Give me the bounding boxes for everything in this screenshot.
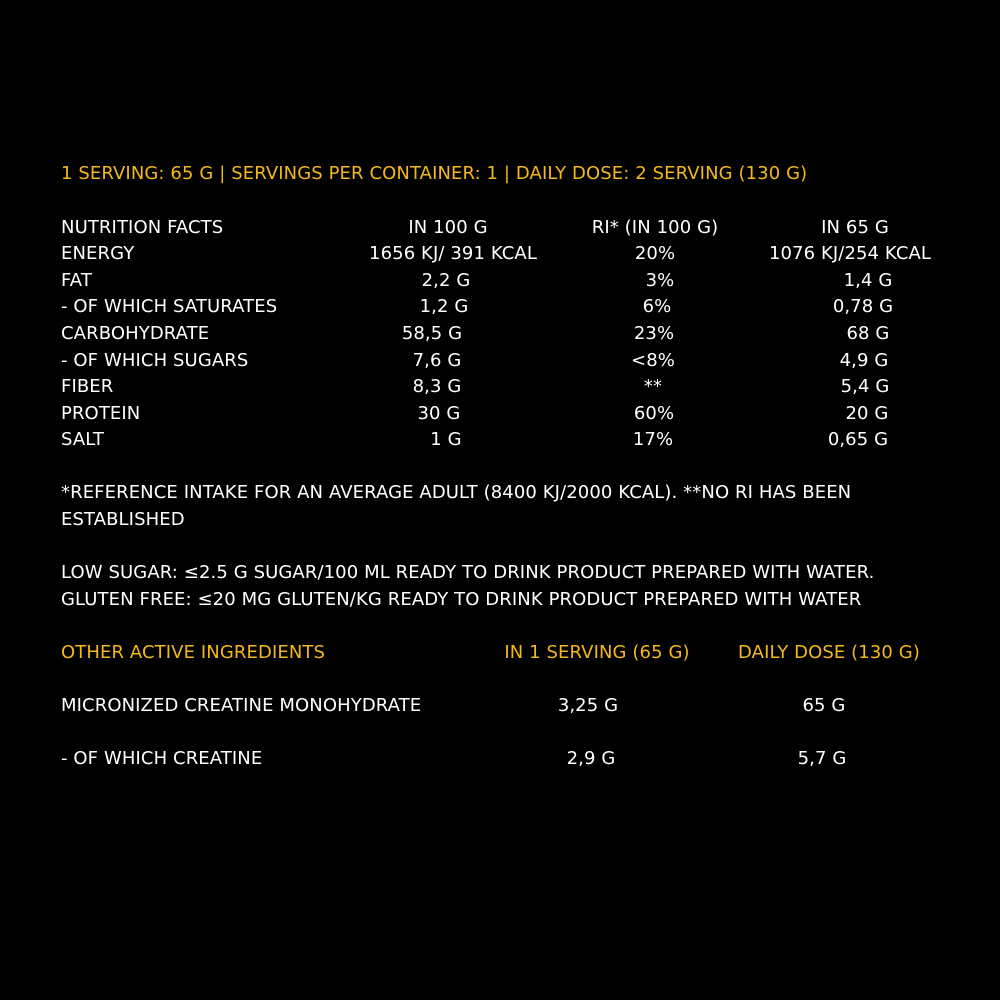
- nutrient-label: - OF WHICH SUGARS: [61, 350, 249, 371]
- ingredient-daily: 65 G: [802, 695, 846, 716]
- serving-info: 1 SERVING: 65 G | SERVINGS PER CONTAINER: 1 | DAILY DOSE: 2 SERVING (130 G): [61, 163, 808, 184]
- nutrient-per65: 68 G: [846, 323, 890, 344]
- nutrient-label: PROTEIN: [61, 403, 141, 424]
- active-header-label: OTHER ACTIVE INGREDIENTS: [61, 642, 326, 663]
- active-header-serving: IN 1 SERVING (65 G): [504, 642, 690, 663]
- nutrient-ri: 6%: [642, 296, 672, 317]
- nutrition-header-per65: IN 65 G: [821, 217, 889, 238]
- nutrient-per65: 20 G: [845, 403, 889, 424]
- nutrition-header-label: NUTRITION FACTS: [61, 217, 224, 238]
- nutrient-per65: 1,4 G: [843, 270, 893, 291]
- footnote-line-1: *REFERENCE INTAKE FOR AN AVERAGE ADULT (8400 KJ/2000 KCAL). **NO RI HAS BEEN: [61, 482, 852, 503]
- nutrient-per65: 0,78 G: [832, 296, 894, 317]
- nutrient-label: FAT: [61, 270, 92, 291]
- nutrient-per65: 1076 KJ/254 KCAL: [768, 243, 932, 264]
- nutrient-per100: 2,2 G: [421, 270, 471, 291]
- nutrient-per65: 0,65 G: [827, 429, 889, 450]
- nutrient-ri: 3%: [645, 270, 675, 291]
- nutrient-per100: 8,3 G: [412, 376, 462, 397]
- low-sugar-claim: LOW SUGAR: ≤2.5 G SUGAR/100 ML READY TO DRINK PRODUCT PREPARED WITH WATER.: [61, 562, 875, 583]
- nutrient-ri: 23%: [633, 323, 675, 344]
- nutrient-per100: 30 G: [417, 403, 461, 424]
- nutrient-per100: 1,2 G: [419, 296, 469, 317]
- ingredient-label: MICRONIZED CREATINE MONOHYDRATE: [61, 695, 422, 716]
- nutrient-label: SALT: [61, 429, 105, 450]
- footnote-line-2: ESTABLISHED: [61, 509, 185, 530]
- nutrient-ri: 20%: [634, 243, 676, 264]
- nutrient-ri: 60%: [633, 403, 675, 424]
- nutrient-per100: 58,5 G: [401, 323, 463, 344]
- nutrient-label: - OF WHICH SATURATES: [61, 296, 278, 317]
- nutrient-ri: 17%: [632, 429, 674, 450]
- nutrient-per65: 5,4 G: [840, 376, 890, 397]
- nutrient-label: ENERGY: [61, 243, 135, 264]
- active-header-daily: DAILY DOSE (130 G): [738, 642, 920, 663]
- gluten-free-claim: GLUTEN FREE: ≤20 MG GLUTEN/KG READY TO DRINK PRODUCT PREPARED WITH WATER: [61, 589, 862, 610]
- nutrient-label: FIBER: [61, 376, 114, 397]
- ingredient-serving: 3,25 G: [557, 695, 619, 716]
- ingredient-serving: 2,9 G: [566, 748, 616, 769]
- nutrition-header-ri: RI* (IN 100 G): [591, 217, 719, 238]
- ingredient-label: - OF WHICH CREATINE: [61, 748, 263, 769]
- nutrient-per100: 1656 KJ/ 391 KCAL: [369, 243, 537, 264]
- nutrient-label: CARBOHYDRATE: [61, 323, 210, 344]
- ingredient-daily: 5,7 G: [797, 748, 847, 769]
- nutrient-ri: **: [643, 376, 663, 397]
- nutrition-header-per100: IN 100 G: [408, 217, 488, 238]
- nutrient-per100: 1 G: [430, 429, 462, 450]
- nutrient-ri: <8%: [631, 350, 675, 371]
- nutrient-per65: 4,9 G: [839, 350, 889, 371]
- nutrient-per100: 7,6 G: [412, 350, 462, 371]
